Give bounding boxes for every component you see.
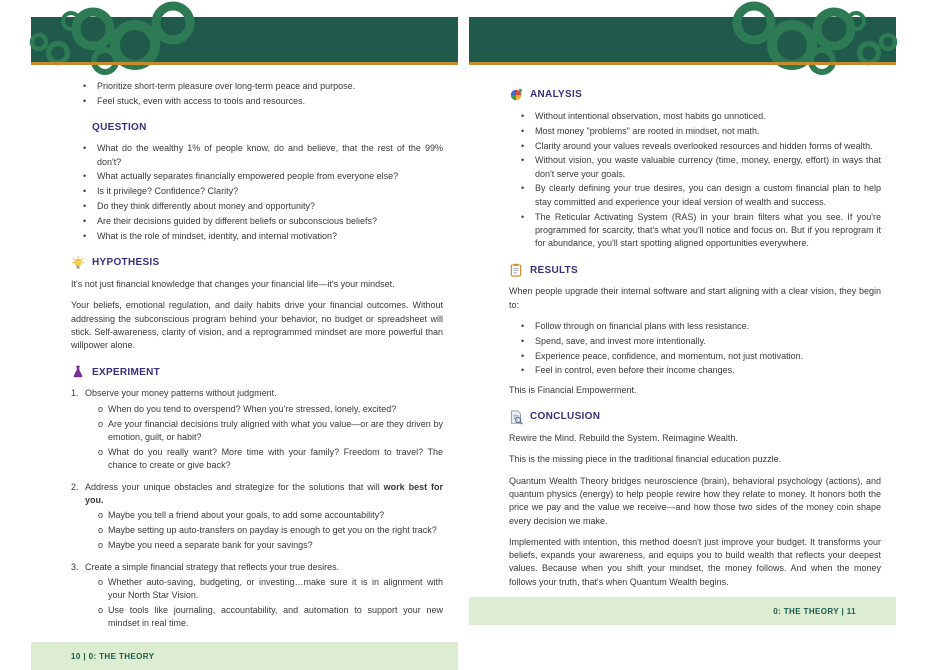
section-title: QUESTION bbox=[92, 122, 147, 134]
page-right-content bbox=[469, 65, 896, 597]
list-item: • What actually separates financially empowered people from everyone else? bbox=[83, 170, 443, 183]
bullet-marker: • bbox=[521, 211, 525, 222]
sub-bullet-marker: o bbox=[98, 605, 104, 616]
experiment-section-heading bbox=[71, 365, 443, 379]
section-title: RESULTS bbox=[530, 264, 579, 276]
analysis-bullet-list bbox=[509, 110, 881, 250]
section-title: HYPOTHESIS bbox=[92, 257, 160, 269]
page-right bbox=[469, 17, 896, 616]
sub-bullet-marker: o bbox=[98, 525, 104, 536]
bullet-marker: • bbox=[83, 81, 87, 91]
document-magnifier-icon bbox=[509, 410, 523, 424]
item-number: 2. bbox=[71, 481, 79, 492]
list-item: • Clarity around your values reveals overlooked resources and hidden forms of wealth. bbox=[521, 140, 881, 153]
page-footer-right bbox=[469, 597, 896, 625]
page-left bbox=[31, 17, 458, 661]
numbered-item: 3. Create a simple financial strategy that reflects your true desires. o Whether auto-saving, budgeting, or investing…make sure it is in alignment with your North Star Vision. o Use tools like journaling, accountability, and automation to support your new mindset in real time. bbox=[71, 561, 443, 636]
list-item: • Prioritize short-term pleasure over long-term peace and purpose. bbox=[83, 80, 443, 93]
conclusion-paragraph: This is the missing piece in the traditional financial education puzzle. bbox=[509, 454, 782, 465]
conclusion-paragraph: Rewire the Mind. Rebuild the System. Reimagine Wealth. bbox=[509, 433, 738, 444]
lightbulb-icon bbox=[71, 256, 85, 270]
circles-decoration-right bbox=[469, 17, 896, 62]
circles-decoration-left bbox=[31, 17, 458, 62]
conclusion-paragraph: Implemented with intention, this method doesn't just improve your budget. It transforms your beliefs, expands your awareness, and equips you to build wealth that reflects your deepest values. Because when you shift your mindset, the money follows. And when the money follows your truth, that's when Quantum Wealth begins. bbox=[509, 536, 881, 587]
bullet-marker: • bbox=[521, 125, 525, 136]
list-item: • Feel stuck, even with access to tools and resources. bbox=[83, 95, 443, 108]
section-title: ANALYSIS bbox=[530, 89, 583, 101]
bullet-marker: • bbox=[521, 335, 525, 346]
numbered-item: 1. Observe your money patterns without judgment. o When do you tend to overspend? When you're stressed, lonely, excited? o Are your financial decisions truly aligned with what you value—or are they driven by emotion, guilt, or habit? o What do you really want? More time with your family? Freedom to travel? The chance to create or give back? bbox=[71, 387, 443, 477]
intro-bullet-list bbox=[71, 80, 443, 108]
list-item: o When do you tend to overspend? When you're stressed, lonely, excited? bbox=[98, 403, 443, 416]
analysis-section-heading bbox=[509, 88, 881, 102]
list-item: o Maybe setting up auto-transfers on payday is enough to get you on the right track? bbox=[98, 524, 443, 537]
question-section-heading bbox=[71, 121, 443, 134]
list-item: • Most money "problems" are rooted in mindset, not math. bbox=[521, 125, 881, 138]
sub-bullet-marker: o bbox=[98, 577, 104, 588]
list-item: o What do you really want? More time with your family? Freedom to travel? The chance to create or give back? bbox=[98, 446, 443, 473]
bullet-marker: • bbox=[521, 350, 525, 361]
bullet-marker: • bbox=[521, 140, 525, 151]
bullet-marker: • bbox=[83, 215, 87, 226]
list-item: o Whether auto-saving, budgeting, or investing…make sure it is in alignment with your North Star Vision. bbox=[98, 576, 443, 603]
list-item: • Feel in control, even before their income changes. bbox=[521, 364, 881, 377]
sub-bullet-list bbox=[71, 403, 443, 474]
list-item: • Experience peace, confidence, and momentum, not just motivation. bbox=[521, 350, 881, 363]
list-item: o Maybe you tell a friend about your goals, to add some accountability? bbox=[98, 509, 443, 522]
hypothesis-paragraph: Your beliefs, emotional regulation, and daily habits drive your financial outcomes. Without addressing the subconscious program behind your behavior, no budget or spreadsheet will stick. Self-awareness, clarity of vision, and a reprogrammed mindset are more powerful than willpower alone. bbox=[71, 300, 443, 351]
section-title: EXPERIMENT bbox=[92, 366, 161, 378]
page-footer-left bbox=[31, 642, 458, 670]
list-item: o Maybe you need a separate bank for your savings? bbox=[98, 539, 443, 552]
hypothesis-section-heading bbox=[71, 256, 443, 270]
sub-bullet-marker: o bbox=[98, 510, 104, 521]
list-item: • What is the role of mindset, identity, and internal motivation? bbox=[83, 230, 443, 243]
section-title: CONCLUSION bbox=[530, 411, 601, 423]
list-item: • By clearly defining your true desires, you can design a custom financial plan to help stay committed and experience your ideal version of wealth and success. bbox=[521, 182, 881, 209]
bullet-marker: • bbox=[83, 95, 87, 106]
numbered-item bbox=[71, 481, 443, 558]
clipboard-icon bbox=[509, 263, 523, 277]
header-band-right bbox=[469, 17, 896, 62]
list-item: • The Reticular Activating System (RAS) in your brain filters what you see. If you're programmed for scarcity, that's what you'll notice and focus on. But if you reprogram it for abundance, you'll start spotting aligned opportunities everywhere. bbox=[521, 211, 881, 251]
list-item: • Without intentional observation, most habits go unnoticed. bbox=[521, 110, 881, 123]
sub-bullet-marker: o bbox=[98, 446, 104, 457]
item-number: 1. bbox=[71, 388, 79, 399]
list-item: • Spend, save, and invest more intentionally. bbox=[521, 335, 881, 348]
list-item: • Are their decisions guided by different beliefs or subconscious beliefs? bbox=[83, 215, 443, 228]
bullet-marker: • bbox=[521, 365, 525, 376]
experiment-numbered-list bbox=[71, 387, 443, 636]
results-bullet-list bbox=[509, 320, 881, 378]
results-intro: When people upgrade their internal software and start aligning with a clear vision, they begin to: bbox=[509, 286, 881, 310]
sub-bullet-list bbox=[71, 509, 443, 553]
list-item: • What do the wealthy 1% of people know, do and believe, that the rest of the 99% don't? bbox=[83, 142, 443, 169]
bullet-marker: • bbox=[521, 111, 525, 121]
hypothesis-paragraph: It's not just financial knowledge that changes your financial life—it's your mindset. bbox=[71, 278, 395, 289]
bullet-marker: • bbox=[521, 155, 525, 166]
conclusion-section-heading bbox=[509, 410, 881, 424]
chart-icon bbox=[509, 88, 523, 102]
list-item: • Without vision, you waste valuable currency (time, money, energy, effort) in ways that don't serve your goals. bbox=[521, 154, 881, 181]
bullet-marker: • bbox=[83, 201, 87, 212]
list-item: • Do they think differently about money and opportunity? bbox=[83, 200, 443, 213]
sub-bullet-marker: o bbox=[98, 539, 104, 550]
sub-bullet-marker: o bbox=[98, 418, 104, 429]
flask-icon bbox=[71, 365, 85, 379]
page-left-content bbox=[31, 65, 458, 642]
results-outro: This is Financial Empowerment. bbox=[509, 384, 637, 395]
list-item: • Is it privilege? Confidence? Clarity? bbox=[83, 185, 443, 198]
conclusion-paragraph: Quantum Wealth Theory bridges neuroscience (brain), behavioral psychology (actions), and quantum physics (energy) to help people rewire how they relate to money. It honors both the price we pay and the value we receive—and how those two sides of the money coin shape every decision we make. bbox=[509, 475, 881, 526]
item-number: 3. bbox=[71, 561, 79, 572]
footer-text: 0: THE THEORY | 11 bbox=[773, 606, 856, 616]
bullet-marker: • bbox=[521, 321, 525, 332]
sub-bullet-list bbox=[71, 576, 443, 632]
list-item: • Follow through on financial plans with less resistance. bbox=[521, 320, 881, 333]
item-text-bold: work best for you. bbox=[85, 481, 443, 506]
list-item: o Are your financial decisions truly aligned with what you value—or are they driven by emotion, guilt, or habit? bbox=[98, 418, 443, 445]
footer-text: 10 | 0: THE THEORY bbox=[71, 651, 155, 661]
header-band-left bbox=[31, 17, 458, 62]
bullet-marker: • bbox=[83, 171, 87, 182]
bullet-marker: • bbox=[521, 183, 525, 194]
bullet-marker: • bbox=[83, 230, 87, 241]
bullet-marker: • bbox=[83, 143, 87, 154]
item-text: Address your unique obstacles and strategize for the solutions that will bbox=[85, 481, 384, 492]
question-bullet-list bbox=[71, 142, 443, 243]
bullet-marker: • bbox=[83, 186, 87, 197]
results-section-heading bbox=[509, 263, 881, 277]
sub-bullet-marker: o bbox=[98, 403, 104, 414]
list-item: o Use tools like journaling, accountability, and automation to support your new mindset in real time. bbox=[98, 604, 443, 631]
